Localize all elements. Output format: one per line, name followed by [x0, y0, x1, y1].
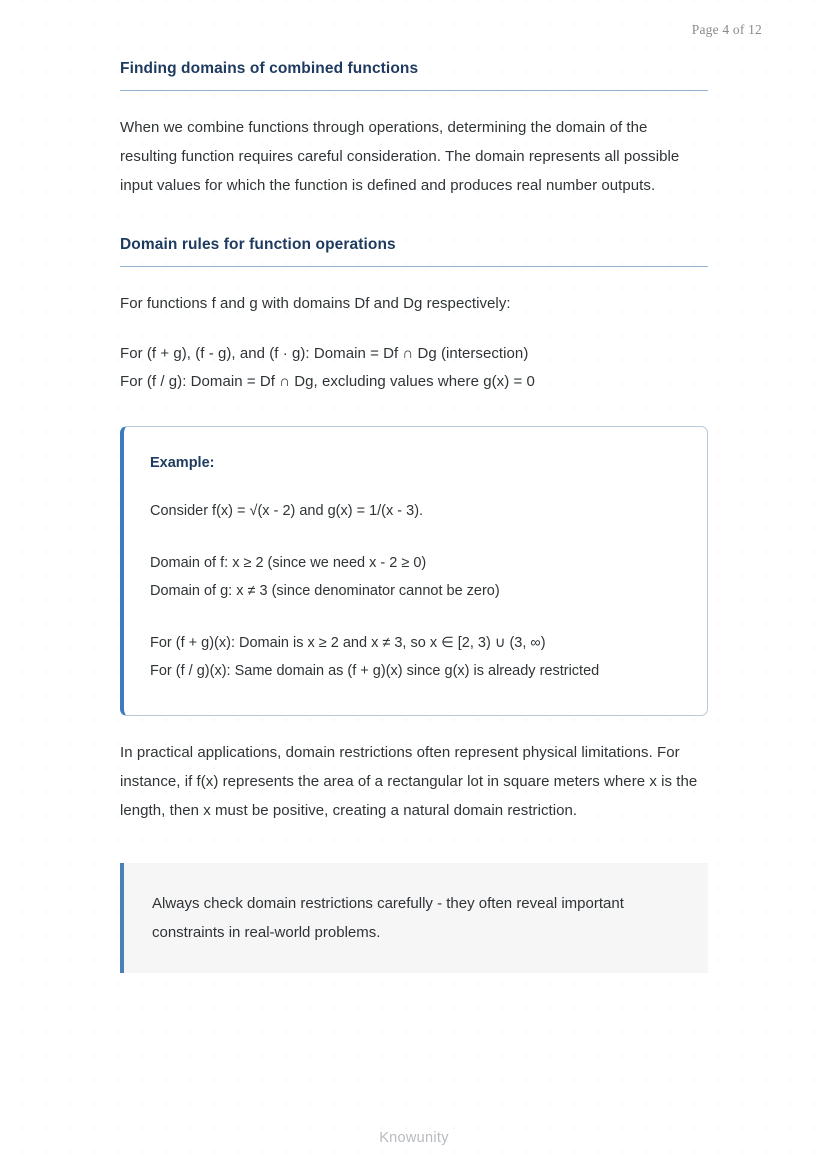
example-domain-line: Domain of g: x ≠ 3 (since denominator cannot be zero) — [150, 583, 500, 599]
section-domain-rules — [120, 236, 708, 267]
example-card-title: Example: — [150, 455, 215, 471]
document-content — [120, 60, 708, 973]
example-combined-line: For (f + g)(x): Domain is x ≥ 2 and x ≠ 3, so x ∈ [2, 3) ∪ (3, ∞) — [150, 635, 546, 651]
section-heading-domain-rules: Domain rules for function operations — [120, 236, 708, 267]
example-setup-group — [150, 497, 681, 525]
domain-rules-intro: For functions f and g with domains Df and Dg respectively: — [120, 295, 511, 312]
example-card — [120, 426, 708, 716]
example-domain-line: Domain of f: x ≥ 2 (since we need x - 2 ≥ 0) — [150, 555, 427, 571]
footer-brand: Knowunity — [379, 1130, 449, 1146]
domain-rule-item: For (f + g), (f - g), and (f · g): Domain = Df ∩ Dg (intersection) — [120, 345, 529, 362]
intro-paragraph: When we combine functions through operations, determining the domain of the resulting function requires careful consideration. The domain represents all possible input values for which the function is defined and produces real number outputs. — [120, 119, 680, 194]
example-combined-group — [150, 629, 681, 685]
closing-paragraph: In practical applications, domain restrictions often represent physical limitations. For instance, if f(x) represents the area of a rectangular lot in square meters where x is the length, then x must be positive, creating a natural domain restriction. — [120, 744, 698, 819]
example-domain-group — [150, 549, 681, 605]
tip-callout — [120, 863, 708, 973]
section-heading-finding-domains: Finding domains of combined functions — [120, 60, 708, 91]
section-finding-domains — [120, 60, 708, 91]
tip-callout-text: Always check domain restrictions carefully - they often reveal important constraints in real-world problems. — [152, 895, 624, 941]
domain-rules-list — [120, 340, 708, 396]
page-indicator: Page 4 of 12 — [691, 22, 762, 37]
example-combined-line: For (f / g)(x): Same domain as (f + g)(x) since g(x) is already restricted — [150, 663, 600, 679]
example-setup-line: Consider f(x) = √(x - 2) and g(x) = 1/(x - 3). — [150, 503, 424, 519]
domain-rule-item: For (f / g): Domain = Df ∩ Dg, excluding values where g(x) = 0 — [120, 373, 535, 390]
